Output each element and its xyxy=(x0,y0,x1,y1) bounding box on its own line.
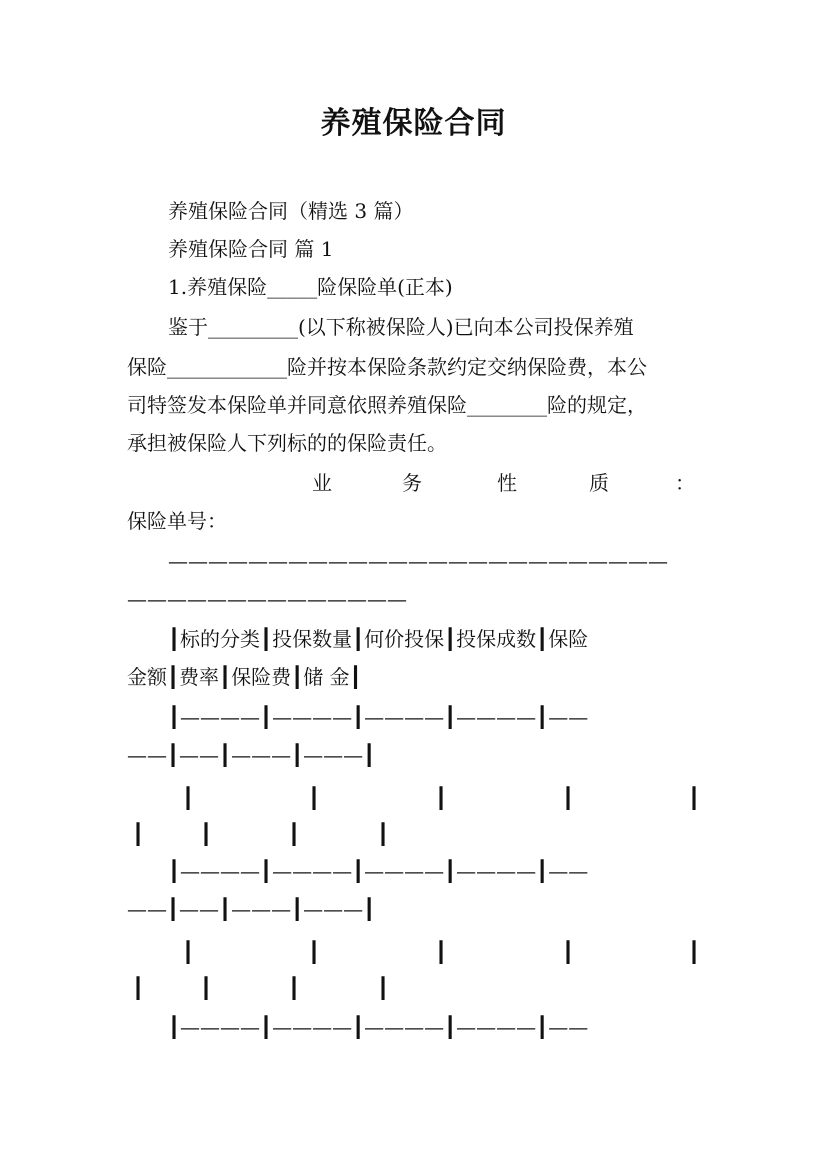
policy-heading: 1.养殖保险_____险保险单(正本) xyxy=(168,275,453,299)
table-rule-row: ┃————┃————┃————┃————┃—— xyxy=(168,1015,589,1039)
business-nature-line xyxy=(127,464,707,502)
table-rule-row: ——┃——┃———┃———┃ xyxy=(127,897,376,921)
spread-char: 业 xyxy=(312,471,332,495)
empty-table-row: ┃ ┃ ┃ ┃ ┃ ┃ ┃ ┃ ┃ xyxy=(132,940,701,1000)
paragraph-line: 司特签发本保险单并同意依照养殖保险________险的规定， xyxy=(127,393,647,417)
paragraph-line: 保险____________险并按本保险条款约定交纳保险费，本公 xyxy=(127,355,647,379)
empty-table-row: ┃ ┃ ┃ ┃ ┃ ┃ ┃ ┃ ┃ xyxy=(132,786,701,846)
spread-char: 性 xyxy=(497,471,517,495)
paragraph-line: 承担被保险人下列标的的保险责任。 xyxy=(127,431,447,455)
rule-line: —————————————— xyxy=(127,587,407,611)
document-title: 养殖保险合同 xyxy=(320,106,507,141)
section-heading: 养殖保险合同 篇 1 xyxy=(168,237,334,261)
policy-number-label: 保险单号： xyxy=(127,509,227,533)
paragraph-line: 鉴于_________(以下称被保险人)已向本公司投保养殖 xyxy=(168,315,634,339)
spread-char: 质 xyxy=(589,471,609,495)
rule-line: ————————————————————————— xyxy=(168,549,668,573)
subtitle-line: 养殖保险合同（精选 3 篇） xyxy=(168,199,414,223)
spread-char: ： xyxy=(675,471,695,495)
spread-char: 务 xyxy=(402,471,422,495)
table-header-row: 金额┃费率┃保险费┃储 金┃ xyxy=(127,665,362,689)
table-rule-row: ┃————┃————┃————┃————┃—— xyxy=(168,705,589,729)
table-header-row: ┃标的分类┃投保数量┃何价投保┃投保成数┃保险 xyxy=(168,627,589,651)
table-rule-row: ┃————┃————┃————┃————┃—— xyxy=(168,859,589,883)
table-rule-row: ——┃——┃———┃———┃ xyxy=(127,743,376,767)
